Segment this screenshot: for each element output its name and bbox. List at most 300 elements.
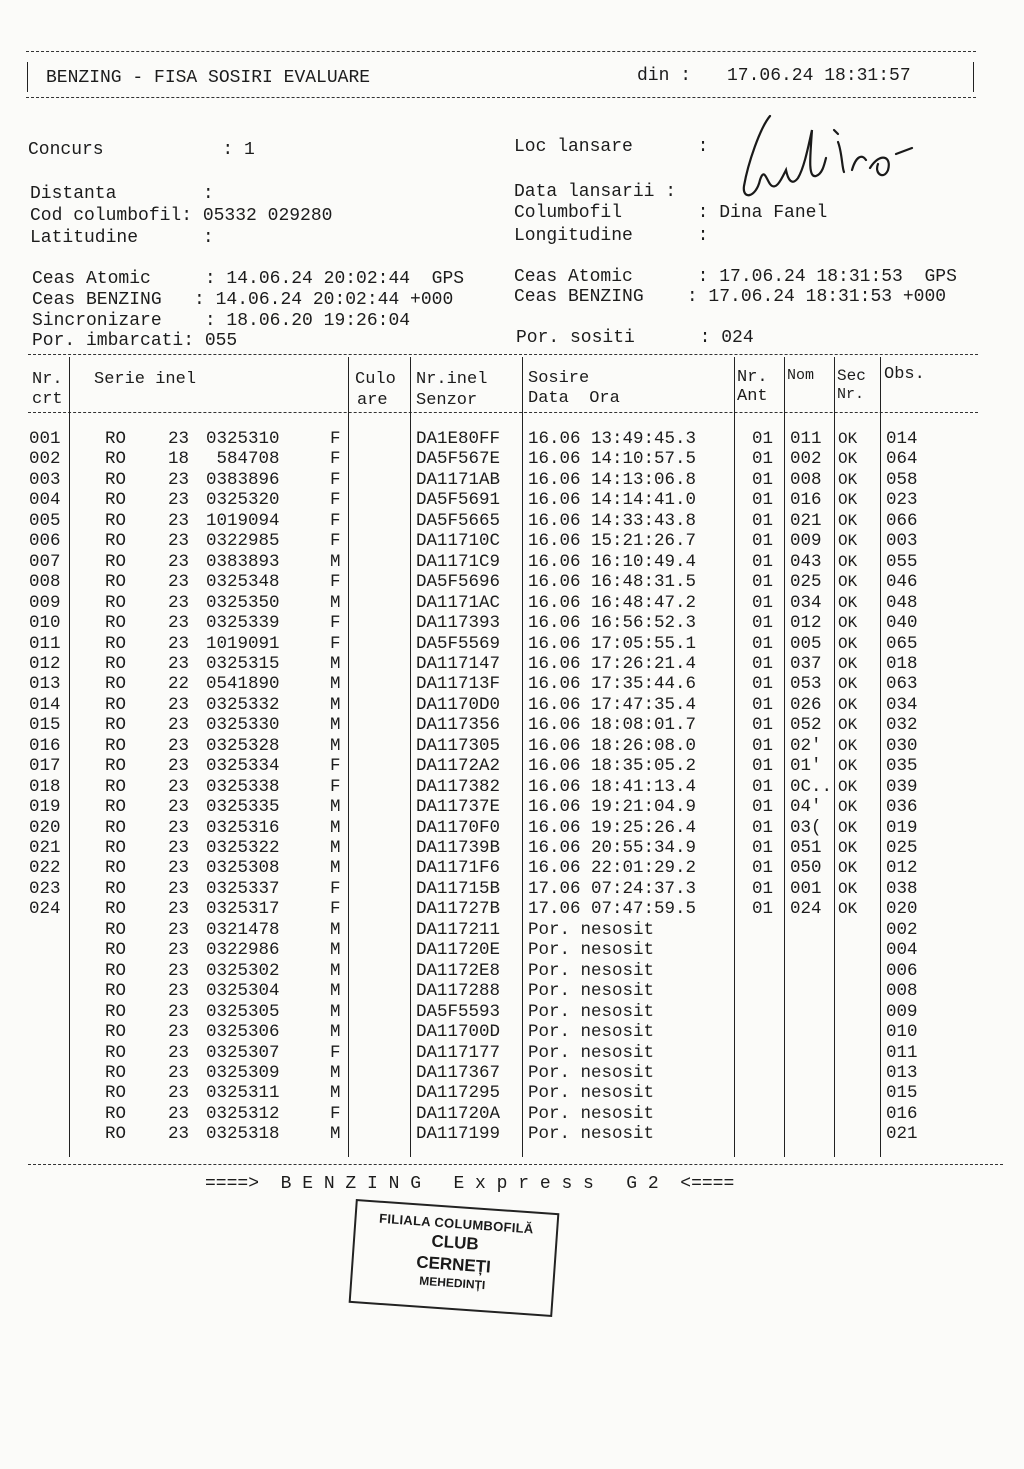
- ring-year: 23: [168, 694, 190, 715]
- antenna-number: 01: [752, 633, 774, 654]
- ring-number: 0325328: [206, 735, 280, 756]
- antenna-number: 01: [752, 572, 774, 593]
- row-number: 007: [29, 551, 61, 572]
- arrival-time: 16.06 18:08:01.7: [528, 715, 697, 736]
- ring-year: 23: [168, 817, 190, 838]
- obs-number: 014: [886, 429, 918, 449]
- nom-number: 016: [790, 490, 822, 511]
- por-imbarcati-field: Por. imbarcati: 055: [32, 331, 238, 351]
- latitudine-field: Latitudine :: [30, 228, 214, 248]
- security-status: OK: [838, 573, 858, 592]
- header-left-border: [27, 62, 28, 92]
- nom-number: 011: [790, 429, 822, 449]
- stamp-line-2: CLUB: [430, 1231, 480, 1254]
- sex-code: M: [330, 1022, 341, 1043]
- obs-number: 003: [886, 531, 918, 552]
- row-number: 001: [29, 429, 61, 449]
- nom-number: 008: [790, 469, 822, 490]
- ring-year: 23: [168, 613, 190, 634]
- sex-code: F: [330, 490, 341, 511]
- row-number: 009: [29, 592, 61, 613]
- ring-number: 0325304: [206, 981, 280, 1002]
- ring-number: 0325334: [206, 756, 280, 777]
- col-sec-header: Sec: [837, 367, 866, 385]
- ring-number: 0325317: [206, 899, 280, 920]
- sex-code: M: [330, 674, 341, 695]
- ring-year: 23: [168, 633, 190, 654]
- obs-number: 021: [886, 1124, 918, 1145]
- sex-code: F: [330, 572, 341, 593]
- sensor-id: DA117305: [416, 735, 501, 756]
- antenna-number: 01: [752, 653, 774, 674]
- table-row: [0, 531, 1024, 552]
- nom-number: 053: [790, 674, 822, 695]
- country-code: RO: [105, 449, 127, 470]
- longitudine-field: Longitudine :: [514, 226, 709, 246]
- ring-number: 0325348: [206, 572, 280, 593]
- table-row: [0, 961, 1024, 982]
- arrival-time: 16.06 19:25:26.4: [528, 817, 697, 838]
- antenna-number: 01: [752, 469, 774, 490]
- arrival-time: 16.06 18:26:08.0: [528, 735, 697, 756]
- table-row: [0, 674, 1024, 695]
- country-code: RO: [105, 1062, 127, 1083]
- sex-code: M: [330, 1001, 341, 1022]
- security-status: OK: [838, 839, 858, 857]
- col-nr-header: Nr.: [32, 370, 63, 389]
- ceas-atomic-end: Ceas Atomic : 17.06.24 18:31:53 GPS: [514, 267, 957, 287]
- sensor-id: DA5F567E: [416, 449, 501, 470]
- row-number: 015: [29, 715, 61, 736]
- arrival-time: Por. nesosit: [528, 1103, 655, 1124]
- obs-number: 019: [886, 817, 918, 838]
- obs-number: 038: [886, 878, 918, 899]
- ring-year: 23: [168, 1042, 190, 1063]
- ring-number: 0325316: [206, 817, 280, 838]
- ring-year: 23: [168, 960, 190, 981]
- row-number: 006: [29, 531, 61, 552]
- antenna-number: 01: [752, 776, 774, 797]
- table-row: [0, 756, 1024, 777]
- columbofil-field: Columbofil : Dina Fanel: [514, 203, 828, 223]
- antenna-number: 01: [752, 674, 774, 695]
- col-nr-inel-header: Nr.inel: [416, 370, 488, 389]
- obs-number: 046: [886, 572, 918, 593]
- antenna-number: 01: [752, 449, 774, 470]
- nom-number: 050: [790, 858, 822, 879]
- sensor-id: DA11737E: [416, 797, 501, 818]
- ring-year: 23: [168, 551, 190, 572]
- sensor-id: DA1171C9: [416, 551, 501, 572]
- arrival-time: 16.06 18:41:13.4: [528, 776, 697, 797]
- sensor-id: DA117382: [416, 776, 501, 797]
- ring-number: 0325330: [206, 715, 280, 736]
- sensor-id: DA1171AC: [416, 592, 501, 613]
- ring-year: 23: [168, 756, 190, 777]
- row-number: 023: [29, 878, 61, 899]
- row-number: 019: [29, 797, 61, 818]
- ring-year: 23: [168, 469, 190, 490]
- ceas-benzing-end: Ceas BENZING : 17.06.24 18:31:53 +000: [514, 287, 947, 307]
- country-code: RO: [105, 633, 127, 654]
- sensor-id: DA1172E8: [416, 960, 501, 981]
- ring-year: 23: [168, 919, 190, 940]
- ring-number: 0325337: [206, 878, 280, 899]
- header-bottom-border: [26, 97, 976, 98]
- arrival-time: 16.06 19:21:04.9: [528, 797, 697, 818]
- row-number: 024: [29, 899, 61, 920]
- table-row: [0, 470, 1024, 491]
- arrival-time: 16.06 17:35:44.6: [528, 674, 697, 695]
- ring-year: 23: [168, 858, 190, 879]
- ring-year: 23: [168, 878, 190, 899]
- club-stamp: [349, 1199, 560, 1317]
- ring-year: 23: [168, 776, 190, 797]
- obs-number: 048: [886, 592, 918, 613]
- security-status: OK: [838, 470, 858, 489]
- ring-number: 1019094: [206, 510, 280, 531]
- col-ant-header: Ant: [737, 387, 768, 406]
- arrival-time: 16.06 14:10:57.5: [528, 449, 697, 470]
- handwritten-signature: [730, 108, 920, 208]
- sex-code: M: [330, 1083, 341, 1104]
- security-status: OK: [838, 593, 858, 612]
- ring-year: 23: [168, 1022, 190, 1043]
- ring-number: 0325332: [206, 694, 280, 715]
- obs-number: 002: [886, 919, 918, 940]
- country-code: RO: [105, 531, 127, 552]
- obs-number: 065: [886, 633, 918, 654]
- row-number: 018: [29, 776, 61, 797]
- sensor-id: DA5F5665: [416, 510, 501, 531]
- table-row: [0, 572, 1024, 593]
- security-status: OK: [838, 511, 858, 530]
- sensor-id: DA117393: [416, 613, 501, 634]
- table-row: [0, 1124, 1024, 1145]
- antenna-number: 01: [752, 817, 774, 838]
- country-code: RO: [105, 797, 127, 818]
- arrival-time: Por. nesosit: [528, 940, 655, 961]
- country-code: RO: [105, 1124, 127, 1145]
- col-data-ora-header: Data Ora: [528, 389, 620, 408]
- arrival-time: 17.06 07:24:37.3: [528, 878, 697, 899]
- ring-number: 0325310: [206, 429, 280, 449]
- table-row: [0, 613, 1024, 634]
- ring-year: 18: [168, 449, 190, 470]
- table-bottom-border: [28, 1164, 1003, 1165]
- nom-number: 024: [790, 899, 822, 920]
- country-code: RO: [105, 674, 127, 695]
- table-row: [0, 940, 1024, 961]
- ring-year: 23: [168, 653, 190, 674]
- sensor-id: DA1170F0: [416, 817, 501, 838]
- security-status: OK: [838, 798, 858, 817]
- sex-code: F: [330, 1103, 341, 1124]
- row-number: 010: [29, 613, 61, 634]
- row-number: 012: [29, 653, 61, 674]
- table-row: [0, 1063, 1024, 1084]
- antenna-number: 01: [752, 797, 774, 818]
- row-number: 022: [29, 858, 61, 879]
- security-status: OK: [838, 552, 858, 571]
- table-top-border: [28, 354, 978, 355]
- obs-number: 034: [886, 694, 918, 715]
- security-status: OK: [838, 777, 858, 796]
- sensor-id: DA117177: [416, 1042, 501, 1063]
- country-code: RO: [105, 1042, 127, 1063]
- ring-year: 23: [168, 1062, 190, 1083]
- country-code: RO: [105, 490, 127, 511]
- row-number: 011: [29, 633, 61, 654]
- country-code: RO: [105, 694, 127, 715]
- sex-code: F: [330, 633, 341, 654]
- ring-number: 0325306: [206, 1022, 280, 1043]
- ring-number: 0322986: [206, 940, 280, 961]
- arrival-time: 16.06 20:55:34.9: [528, 838, 697, 858]
- country-code: RO: [105, 572, 127, 593]
- ring-year: 23: [168, 1103, 190, 1124]
- arrival-time: 17.06 07:47:59.5: [528, 899, 697, 920]
- nom-number: 043: [790, 551, 822, 572]
- arrival-time: Por. nesosit: [528, 981, 655, 1002]
- ring-year: 23: [168, 735, 190, 756]
- sensor-id: DA11713F: [416, 674, 501, 695]
- table-row: [0, 490, 1024, 511]
- ring-year: 23: [168, 429, 190, 449]
- security-status: OK: [838, 614, 858, 633]
- security-status: OK: [838, 491, 858, 510]
- obs-number: 039: [886, 776, 918, 797]
- obs-number: 008: [886, 981, 918, 1002]
- sex-code: F: [330, 449, 341, 470]
- col-culoare-header-2: are: [357, 391, 388, 410]
- obs-number: 036: [886, 797, 918, 818]
- ring-number: 0325320: [206, 490, 280, 511]
- antenna-number: 01: [752, 858, 774, 879]
- sex-code: F: [330, 878, 341, 899]
- security-status: OK: [838, 450, 858, 469]
- ring-number: 0325308: [206, 858, 280, 879]
- antenna-number: 01: [752, 715, 774, 736]
- ring-year: 23: [168, 838, 190, 858]
- arrival-time: Por. nesosit: [528, 919, 655, 940]
- ring-number: 0325318: [206, 1124, 280, 1145]
- sensor-id: DA11727B: [416, 899, 501, 920]
- country-code: RO: [105, 960, 127, 981]
- sex-code: M: [330, 1124, 341, 1145]
- arrival-time: Por. nesosit: [528, 1062, 655, 1083]
- obs-number: 006: [886, 960, 918, 981]
- country-code: RO: [105, 1083, 127, 1104]
- sex-code: M: [330, 694, 341, 715]
- country-code: RO: [105, 510, 127, 531]
- antenna-number: 01: [752, 899, 774, 920]
- nom-number: 01': [790, 756, 822, 777]
- sensor-id: DA117199: [416, 1124, 501, 1145]
- obs-number: 040: [886, 613, 918, 634]
- table-row: [0, 552, 1024, 573]
- table-row: [0, 634, 1024, 655]
- security-status: OK: [838, 900, 858, 919]
- security-status: OK: [838, 879, 858, 898]
- col-nom-header: Nom: [787, 367, 815, 384]
- sensor-id: DA1170D0: [416, 694, 501, 715]
- arrival-time: Por. nesosit: [528, 960, 655, 981]
- nom-number: 012: [790, 613, 822, 634]
- antenna-number: 01: [752, 735, 774, 756]
- security-status: OK: [838, 532, 858, 551]
- ring-number: 1019091: [206, 633, 280, 654]
- data-lansarii-field: Data lansarii :: [514, 182, 677, 202]
- stamp-line-1: FILIALA COLUMBOFILĂ: [378, 1210, 535, 1237]
- sensor-id: DA5F5593: [416, 1001, 501, 1022]
- obs-number: 020: [886, 899, 918, 920]
- table-row: [0, 1104, 1024, 1125]
- antenna-number: 01: [752, 510, 774, 531]
- country-code: RO: [105, 592, 127, 613]
- arrival-time: 16.06 14:33:43.8: [528, 510, 697, 531]
- sex-code: F: [330, 899, 341, 920]
- security-status: OK: [838, 430, 858, 448]
- arrival-time: 16.06 14:14:41.0: [528, 490, 697, 511]
- col-sosire-header: Sosire: [528, 369, 590, 388]
- table-row: [0, 715, 1024, 736]
- sex-code: M: [330, 735, 341, 756]
- security-status: OK: [838, 818, 858, 837]
- table-row: [0, 797, 1024, 818]
- table-row: [0, 818, 1024, 839]
- ring-number: 0325338: [206, 776, 280, 797]
- ring-year: 23: [168, 940, 190, 961]
- ring-number: 0541890: [206, 674, 280, 695]
- sensor-id: DA11720E: [416, 940, 501, 961]
- country-code: RO: [105, 919, 127, 940]
- sensor-id: DA11710C: [416, 531, 501, 552]
- arrival-time: 16.06 13:49:45.3: [528, 429, 697, 449]
- obs-number: 035: [886, 756, 918, 777]
- antenna-number: 01: [752, 694, 774, 715]
- ceas-atomic-start: Ceas Atomic : 14.06.24 20:02:44 GPS: [32, 269, 465, 289]
- sex-code: M: [330, 797, 341, 818]
- col-sec-nr-header: Nr.: [837, 386, 865, 403]
- ring-number: 0325309: [206, 1062, 280, 1083]
- table-row: [0, 736, 1024, 757]
- ring-year: 23: [168, 1083, 190, 1104]
- sex-code: M: [330, 551, 341, 572]
- ring-number: 0383893: [206, 551, 280, 572]
- col-nr-ant-header: Nr.: [737, 368, 768, 387]
- nom-number: 026: [790, 694, 822, 715]
- table-row: [0, 920, 1024, 941]
- arrival-time: 16.06 17:47:35.4: [528, 694, 697, 715]
- ring-number: 0325315: [206, 653, 280, 674]
- col-senzor-header: Senzor: [416, 391, 478, 410]
- arrival-time: 16.06 15:21:26.7: [528, 531, 697, 552]
- header-top-border: [26, 51, 976, 52]
- ring-year: 23: [168, 797, 190, 818]
- obs-number: 030: [886, 735, 918, 756]
- table-row: [0, 777, 1024, 798]
- table-row: [0, 838, 1024, 859]
- obs-number: 015: [886, 1083, 918, 1104]
- ring-year: 23: [168, 1124, 190, 1145]
- antenna-number: 01: [752, 531, 774, 552]
- table-row: [0, 449, 1024, 470]
- obs-number: 058: [886, 469, 918, 490]
- table-row: [0, 695, 1024, 716]
- ring-year: 23: [168, 899, 190, 920]
- ring-number: 0325335: [206, 797, 280, 818]
- obs-number: 025: [886, 838, 918, 858]
- col-obs-header: Obs.: [884, 365, 925, 384]
- obs-number: 063: [886, 674, 918, 695]
- ring-number: 0325302: [206, 960, 280, 981]
- obs-number: 016: [886, 1103, 918, 1124]
- obs-number: 064: [886, 449, 918, 470]
- sex-code: F: [330, 429, 341, 449]
- arrival-time: 16.06 16:48:31.5: [528, 572, 697, 593]
- sensor-id: DA5F5569: [416, 633, 501, 654]
- country-code: RO: [105, 858, 127, 879]
- ring-number: 0325305: [206, 1001, 280, 1022]
- obs-number: 066: [886, 510, 918, 531]
- sensor-id: DA5F5691: [416, 490, 501, 511]
- obs-number: 010: [886, 1022, 918, 1043]
- sex-code: M: [330, 715, 341, 736]
- sex-code: M: [330, 919, 341, 940]
- country-code: RO: [105, 429, 127, 449]
- arrival-time: 16.06 14:13:06.8: [528, 469, 697, 490]
- sex-code: M: [330, 1062, 341, 1083]
- arrival-time: 16.06 16:48:47.2: [528, 592, 697, 613]
- ceas-benzing-start: Ceas BENZING : 14.06.24 20:02:44 +000: [32, 290, 454, 310]
- ring-number: 0322985: [206, 531, 280, 552]
- table-row: [0, 429, 1024, 450]
- row-number: 016: [29, 735, 61, 756]
- security-status: OK: [838, 675, 858, 694]
- arrival-time: 16.06 16:56:52.3: [528, 613, 697, 634]
- arrival-time: Por. nesosit: [528, 1124, 655, 1145]
- nom-number: 002: [790, 449, 822, 470]
- ring-year: 23: [168, 1001, 190, 1022]
- table-row: [0, 1002, 1024, 1023]
- country-code: RO: [105, 981, 127, 1002]
- nom-number: 0C..: [790, 776, 833, 797]
- sensor-id: DA11700D: [416, 1022, 501, 1043]
- table-row: [0, 899, 1024, 920]
- country-code: RO: [105, 776, 127, 797]
- row-number: 021: [29, 838, 61, 858]
- arrival-time: Por. nesosit: [528, 1083, 655, 1104]
- cod-columbofil-field: Cod columbofil: 05332 029280: [30, 206, 333, 226]
- sex-code: M: [330, 838, 341, 858]
- country-code: RO: [105, 940, 127, 961]
- nom-number: 009: [790, 531, 822, 552]
- arrival-time: Por. nesosit: [528, 1022, 655, 1043]
- sheet-title: BENZING - FISA SOSIRI EVALUARE: [46, 68, 371, 88]
- security-status: OK: [838, 716, 858, 735]
- ring-number: 0383896: [206, 469, 280, 490]
- country-code: RO: [105, 735, 127, 756]
- sensor-id: DA117211: [416, 919, 501, 940]
- obs-number: 018: [886, 653, 918, 674]
- row-number: 017: [29, 756, 61, 777]
- ring-year: 23: [168, 490, 190, 511]
- ring-number: 0325311: [206, 1083, 280, 1104]
- sensor-id: DA5F5696: [416, 572, 501, 593]
- sex-code: F: [330, 776, 341, 797]
- table-row: [0, 981, 1024, 1002]
